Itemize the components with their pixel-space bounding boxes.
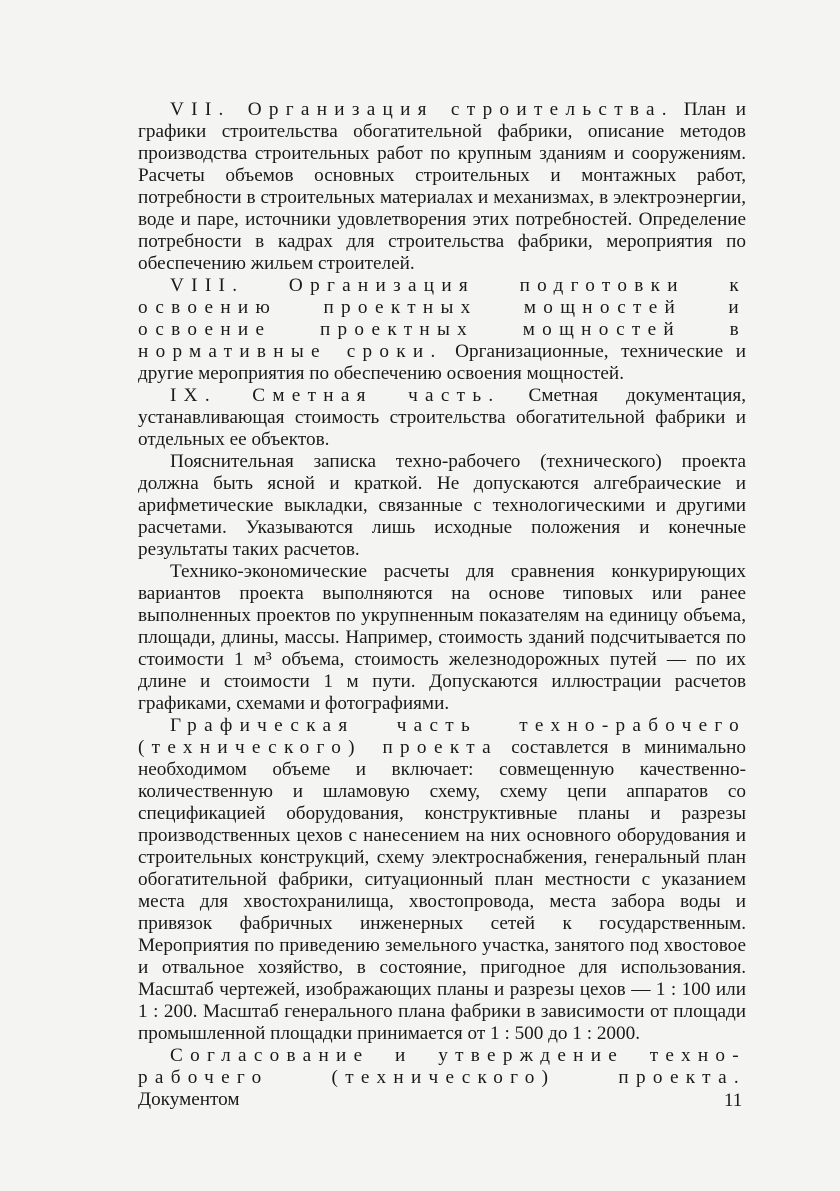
paragraph-capacity-development bbox=[138, 275, 746, 385]
paragraph-explanatory-note bbox=[138, 451, 746, 561]
paragraph-text: Сметная документация, устанавливающая стоимость строительства обогатительной фабрики и отдельных ее объектов. bbox=[138, 385, 746, 450]
paragraph-construction-organization bbox=[138, 99, 746, 275]
paragraph-text: Организационные, технические и другие мероприятия по обеспечению освоения мощностей. bbox=[138, 341, 746, 384]
paragraph-economic-calculations bbox=[138, 561, 746, 715]
section-heading-viii: VIII. Организация подготовки к освоению проектных мощностей и освоение проектных мощностей в нормативные сроки. bbox=[138, 275, 746, 362]
section-heading-graphic-part: Графическая часть техно-рабочего (технического) проекта bbox=[138, 715, 746, 758]
page-number: 11 bbox=[724, 1090, 743, 1111]
paragraph-text: План и графики строительства обогатительной фабрики, описание методов производства строительных работ по крупным зданиям и сооружениям. Расчеты объемов основных строительных и монтажных работ, потребности в строительных материалах и механизмах, в электроэнергии, воде и паре, источники удовлетворения этих потребностей. Определение потребности в кадрах для строительства фабрики, мероприятия по обеспечению жильем строителей. bbox=[138, 99, 746, 274]
paragraph-estimate-part bbox=[138, 385, 746, 451]
section-heading-ix: IX. Сметная часть. bbox=[170, 385, 501, 406]
page-body-text bbox=[138, 99, 746, 1111]
paragraph-text: составлется в минимально необходимом объеме и включает: совмещенную качественно-количественную и шламовую схему, схему цепи аппаратов со спецификацией оборудования, конструктивные планы и разрезы производственных цехов с нанесением на них основного оборудования и строительных конструкций, схему электроснабжения, генеральный план обогатительной фабрики, ситуационный план местности с указанием места для хвостохранилища, хвостопровода, места забора воды и привязок фабричных инженерных сетей к государственным. Мероприятия по приведению земельного участка, занятого под хвостовое и отвальное хозяйство, в состояние, пригодное для использования. Масштаб чертежей, изображающих планы и разрезы цехов — 1 : 100 или 1 : 200. Масштаб генерального плана фабрики в зависимости от площади промышленной площадки принимается от 1 : 500 до 1 : 2000. bbox=[138, 737, 746, 1044]
paragraph-text: Технико-экономические расчеты для сравнения конкурирующих вариантов проекта выполняются на основе типовых или ранее выполненных проектов по укрупненным показателям на единицу объема, площади, длины, массы. Например, стоимость зданий подсчитывается по стоимости 1 м³ объема, стоимость железнодорожных путей — по их длине и стоимости 1 м пути. Допускаются иллюстрации расчетов графиками, схемами и фотографиями. bbox=[138, 561, 746, 714]
paragraph-text: Документом bbox=[138, 1089, 240, 1110]
paragraph-text: Пояснительная записка техно-рабочего (технического) проекта должна быть ясной и краткой. Не допускаются алгебраические и арифметические выкладки, связанные с технологическими и другими расчетами. Указываются лишь исходные положения и конечные результаты таких расчетов. bbox=[138, 451, 746, 560]
paragraph-graphic-part bbox=[138, 715, 746, 1045]
section-heading-vii: VII. Организация строительства. bbox=[170, 99, 674, 120]
paragraph-approval bbox=[138, 1045, 746, 1111]
section-heading-approval: Согласование и утверждение техно-рабочего (технического) проекта. bbox=[138, 1045, 746, 1088]
